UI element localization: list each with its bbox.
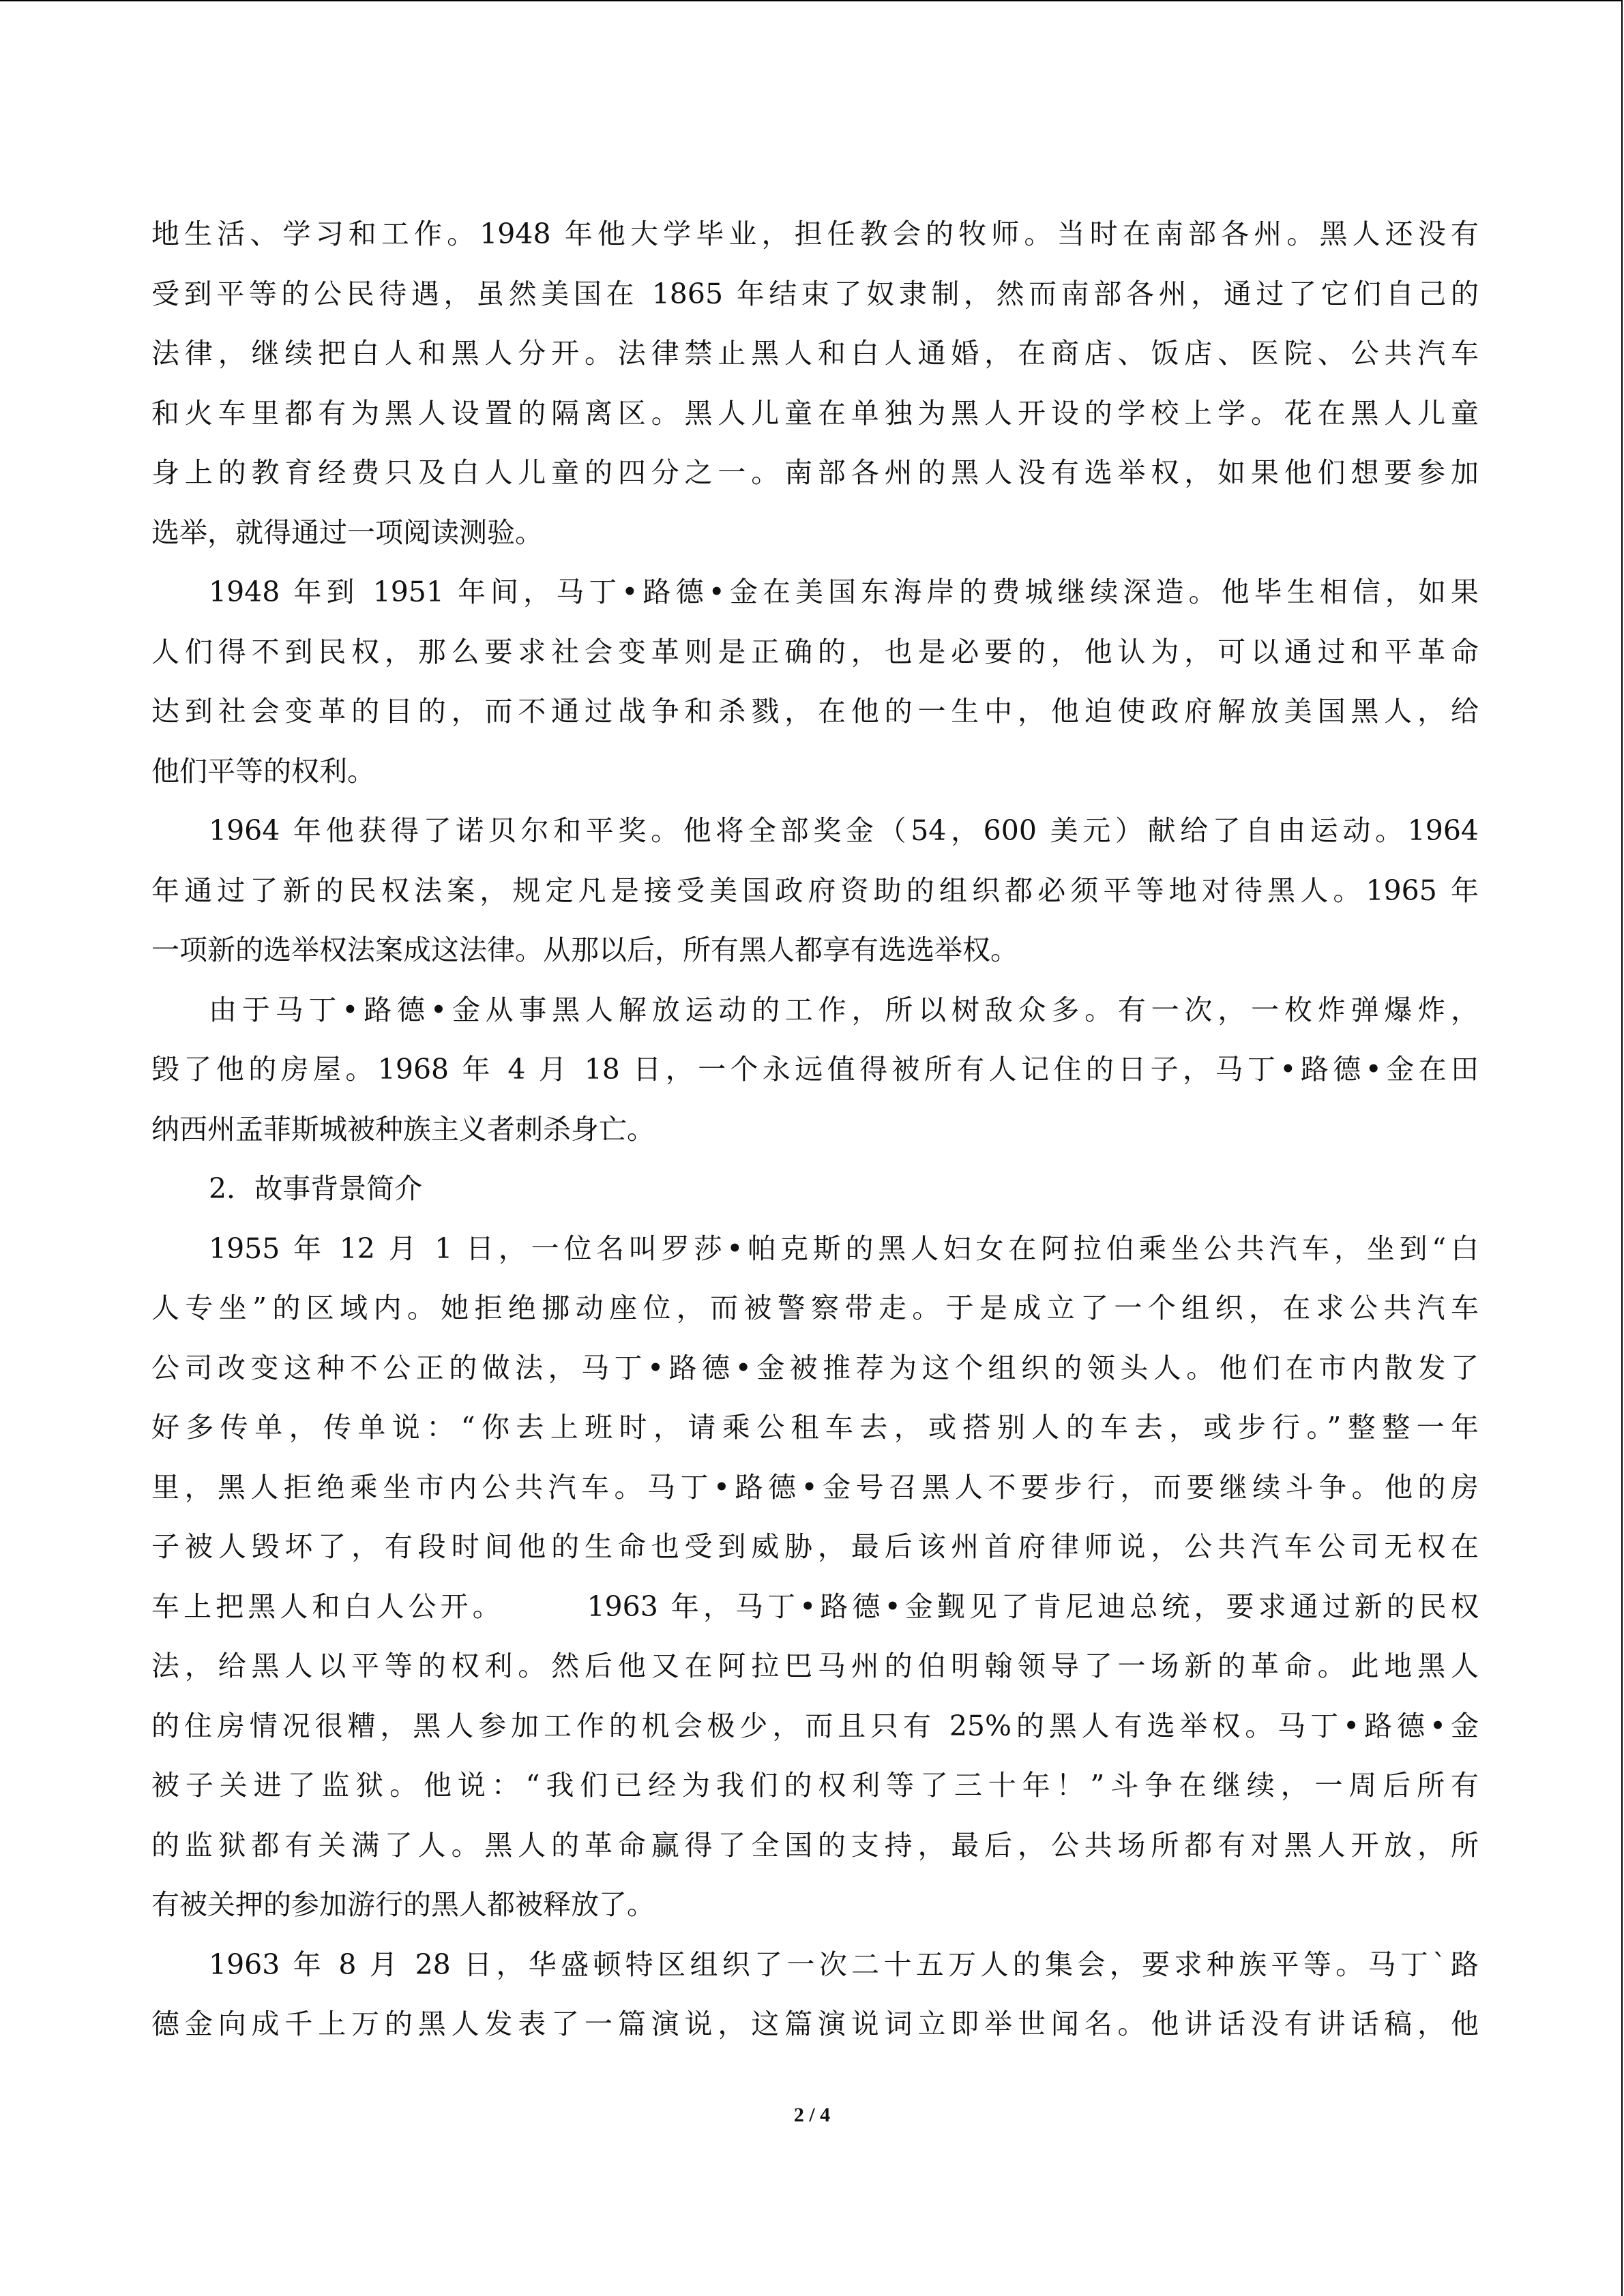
text-line: 选举，就得通过一项阅读测验。 [151, 516, 543, 549]
text-line: 纳西州孟菲斯城被种族主义者刺杀身亡。 [151, 1112, 655, 1146]
text-line: 年通过了新的民权法案，规定凡是接受美国政府资助的组织都必须平等地对待黑人。1965 年 [151, 874, 1479, 907]
text-line: 1955 年 12 月 1 日，一位名叫罗莎•帕克斯的黑人妇女在阿拉伯乘坐公共汽车，坐到“白 [209, 1232, 1479, 1265]
text-line: 地生活、学习和工作。1948 年他大学毕业，担任教会的牧师。当时在南部各州。黑人还没有 [151, 218, 1479, 250]
text-line: 毁了他的房屋。1968 年 4 月 18 日，一个永远值得被所有人记住的日子，马丁•路德•金在田 [151, 1053, 1479, 1086]
text-line: 好多传单，传单说：“你去上班时，请乘公租车去，或搭别人的车去，或步行。”整整一年 [151, 1411, 1479, 1444]
text-line: 法律，继续把白人和黑人分开。法律禁止黑人和白人通婚，在商店、饭店、医院、公共汽车 [151, 337, 1479, 370]
text-line: 人们得不到民权，那么要求社会变革则是正确的，也是必要的，他认为，可以通过和平革命 [151, 635, 1479, 668]
text-line: 的住房情况很糟，黑人参加工作的机会极少，而且只有 25%的黑人有选举权。马丁•路德•金 [151, 1709, 1479, 1742]
text-line: 法，给黑人以平等的权利。然后他又在阿拉巴马州的伯明翰领导了一场新的革命。此地黑人 [151, 1650, 1479, 1682]
text-line: 的监狱都有关满了人。黑人的革命赢得了全国的支持，最后，公共场所都有对黑人开放，所 [151, 1828, 1479, 1862]
text-line: 1964 年他获得了诺贝尔和平奖。他将全部奖金（54，600 美元）献给了自由运动。1964 [209, 814, 1479, 847]
text-line: 人专坐”的区域内。她拒绝挪动座位，而被警察带走。于是成立了一个组织，在求公共汽车 [151, 1292, 1479, 1324]
text-line: 受到平等的公民待遇，虽然美国在 1865 年结束了奴隶制，然而南部各州，通过了它们自己的 [151, 277, 1479, 310]
text-line: 达到社会变革的目的，而不通过战争和杀戮，在他的一生中，他迫使政府解放美国黑人，给 [151, 695, 1479, 728]
text-line: 一项新的选举权法案成这法律。从那以后，所有黑人都享有选选举权。 [151, 934, 1018, 966]
text-line: 身上的教育经费只及白人儿童的四分之一。南部各州的黑人没有选举权，如果他们想要参加 [151, 456, 1479, 489]
text-line: 1948 年到 1951 年间，马丁•路德•金在美国东海岸的费城继续深造。他毕生相信，如果 [209, 576, 1479, 608]
text-line: 被子关进了监狱。他说：“我们已经为我们的权利等了三十年！”斗争在继续，一周后所有 [151, 1769, 1479, 1802]
text-line: 里，黑人拒绝乘坐市内公共汽车。马丁•路德•金号召黑人不要步行，而要继续斗争。他的房 [151, 1470, 1479, 1504]
text-line: 1963 年 8 月 28 日，华盛顿特区组织了一次二十五万人的集会，要求种族平等。马丁`路 [209, 1948, 1479, 1981]
text-line: 2．故事背景简介 [209, 1172, 423, 1205]
text-line: 由于马丁•路德•金从事黑人解放运动的工作，所以树敌众多。有一次，一枚炸弹爆炸， [209, 993, 1479, 1026]
text-line: 他们平等的权利。 [151, 754, 375, 788]
text-line: 有被关押的参加游行的黑人都被释放了。 [151, 1888, 655, 1921]
text-line: 德金向成千上万的黑人发表了一篇演说，这篇演说词立即举世闻名。他讲话没有讲话稿，他 [151, 2008, 1479, 2040]
text-line: 子被人毁坏了，有段时间他的生命也受到威胁，最后该州首府律师说，公共汽车公司无权在 [151, 1530, 1479, 1563]
text-line: 公司改变这种不公正的做法，马丁•路德•金被推荐为这个组织的领头人。他们在市内散发了 [151, 1351, 1479, 1384]
document-body [151, 205, 1479, 2055]
text-line: 和火车里都有为黑人设置的隔离区。黑人儿童在单独为黑人开设的学校上学。花在黑人儿童 [151, 396, 1479, 430]
text-line: 车上把黑人和白人公开。 1963 年，马丁•路德•金觐见了肯尼迪总统，要求通过新的民权 [151, 1590, 1479, 1623]
page-number: 2 / 4 [793, 2104, 831, 2126]
